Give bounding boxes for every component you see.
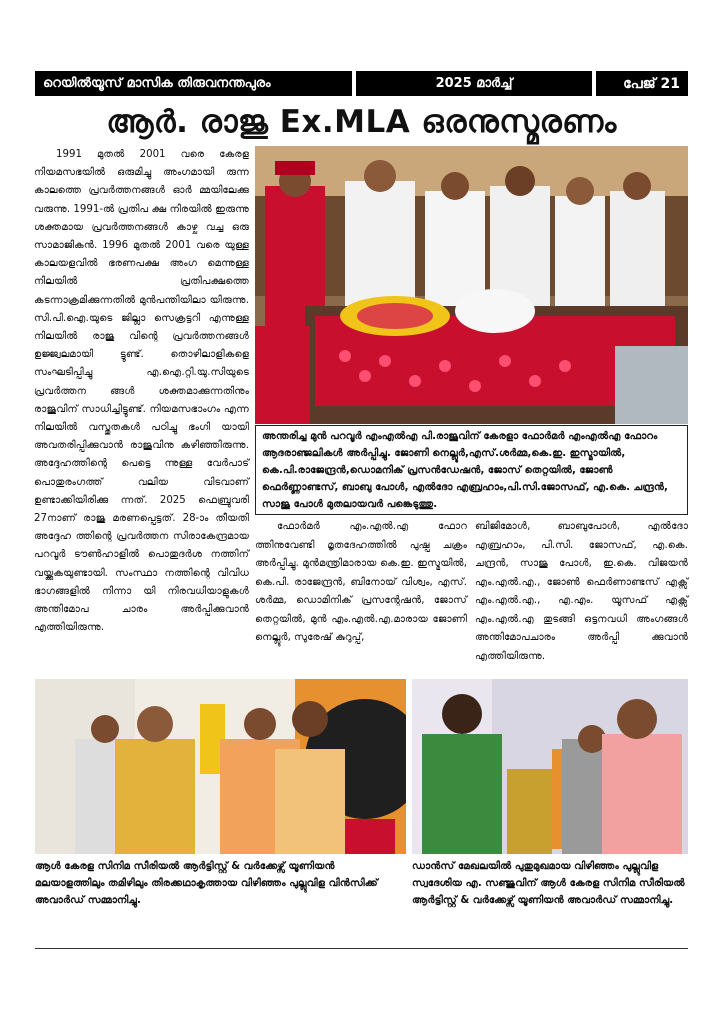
award-left-illustration [35,679,406,854]
header-page [596,71,688,96]
main-photo-caption-box [255,425,688,515]
issue-date: 2025 മാർച്ച് [435,76,513,91]
award-right-caption: ഡാൻസ് മേഖലയിൽ പുതുമുഖമായ വിഴിഞ്ഞം പുല്ലുവിള സ്വദേശിയ എ. സഞ്ജുവിന് ആൾ കേരള സിനിമ സീരിയൽ ആർട്ടിസ്റ്റ് & വർക്കേഴ്സ് യൂണിയൻ അവാർഡ് സമ്മാനിച്ചു. [412,861,685,906]
article-title: ആർ. രാജു Ex.MLA ഒരനുസ്മരണം [106,104,617,140]
article-column-1: 1991 മുതൽ 2001 വരെ കേരള നിയമസഭയിൽ ഒരുമിച്ചു അംഗമായി രുന്ന കാലത്തെ പ്രവർത്തനങ്ങൾ ഓർ മ്മയിലേക്കു വരുന്നു. 1991-ൽ പ്രതിപ ക്ഷ നിരയിൽ ഇരുന്നു ശക്തമായ പ്രവർത്തനങ്ങൾ കാഴ്ച വച്ച ഒരു സാമാജികൻ. 1996 മുതൽ 2001 വരെ യുള്ള കാലയളവിൽ ഭരണപക്ഷ അംഗ മെന്നുള്ള നിലയിൽ പ്രതിപക്ഷത്തെ കടന്നാക്രമിക്കുന്നതിൽ മുൻപന്തിയിലാ യിരുന്നു. സി.പി.ഐ.യുടെ ജില്ലാ സെക്രട്ടറി എന്നുള്ള നിലയിൽ രാജു വിന്റെ പ്രവർത്തനങ്ങൾ ഉജ്ജ്വലമായി ട്ടുണ്ട്. തൊഴിലാളികളെ സംഘടിപ്പിച്ചു എ.ഐ.റ്റി.യു.സിയുടെ പ്രവർത്തന ങ്ങൾ ശക്തമാക്കുന്നതിനും രാജുവിന് സാധിച്ചിട്ടുണ്ട്. നിയമസഭാംഗം എന്ന നിലയിൽ വസ്തുതകൾ പഠിച്ചു ഭംഗി യായി അവതരിപ്പിക്കുവാൻ രാജുവിനു കഴിഞ്ഞിരുന്നു. അദ്ദേഹത്തിന്റെ പെട്ടെ ന്നുള്ള വേർപാട് പൊതുരംഗത്ത് വലിയ വിടവാണ് ഉണ്ടാക്കിയിരിക്കു ന്നത്. 2025 ഫെബ്രുവരി 27നാണ് രാജു മരണപ്പെട്ടത്. 28-ാം തീയതി അദ്ദേഹ ത്തിന്റെ പ്രവർത്തന സിരാകേന്ദ്രമായ പറവൂർ ടൗൺഹാളിൽ പൊതുദർശ നത്തിന് വയ്ക്കുകയുണ്ടായി. സംസ്ഥാ നത്തിന്റെ വിവിധ ഭാഗങ്ങളിൽ നിന്നാ യി നിരവധിയാളുകൾ അന്തിമോപ ചാരം അർപ്പിക്കുവാൻ എത്തിയിരുന്നു. [34,149,249,634]
tribute-photo-illustration [255,146,688,424]
main-photo [255,146,688,424]
award-left-caption: ആൾ കേരള സിനിമ സീരിയൽ ആർട്ടിസ്റ്റ് & വർക്കേഴ്സ് യൂണിയൻ മലയാളത്തിലും തമിഴിലും തിരക്കഥാകൃത്തായ വിഴിഞ്ഞം പുല്ലുവിള വിൻസിക്ക് അവാർഡ് സമ്മാനിച്ചു. [35,861,378,906]
publication-name: റെയിൽയൂസ് മാസിക തിരുവനന്തപുരം [43,76,271,91]
header-date [356,71,592,96]
footer-divider [35,948,688,949]
header-publication [35,71,352,96]
article-column-2: ഫോർമർ എം.എൽ.എ ഫോറ ത്തിനുവേണ്ടി മൃതദേഹത്തിൽ പുഷ്പ ചക്രം അർപ്പിച്ചു. മുൻമന്ത്രിമാരായ കെ.ഇ. ഇസ്മയിൽ, കെ.പി. രാജേന്ദ്രൻ, ബിനോയ് വിശ്വം, എസ്. ശർമ്മ, ഡൊമിനിക് പ്രസന്റേഷൻ, ജോസ് തെറ്റയിൽ, മുൻ എം.എൽ.എ.മാരായ ജോണി നെല്ലൂർ, സുരേഷ് കുറുപ്പ്, [255,521,467,643]
award-right-illustration [412,679,688,854]
main-photo-caption: അന്തരിച്ച മുൻ പറവൂർ എംഎൽഎ പി.രാജുവിന് കേരളാ ഫോർമർ എംഎൽഎ ഫോറം ആദരാഞ്ജലികൾ അർപ്പിച്ചു. ജോണി നെല്ലൂർ,എസ്.ശർമ്മ,കെ.ഇ. ഇസ്മായിൽ, കെ.പി.രാജേന്ദ്രൻ,ഡൊമനിക് പ്രസൻഡേഷൻ, ജോസ് തെറ്റയിൽ, ജോൺ ഫെർണ്ണാണ്ടസ്, ബാബു പോൾ, എൽദോ എബ്രഹാം,പി.സി.ജോസഫ്, എ.കെ. ചന്ദ്രൻ, സാജു പോൾ മുതലായവർ പങ്കെടുത്തു. [262,431,668,510]
article-column-3: ബിജിമോൾ, ബാബുപോൾ, എൽദോ എബ്രഹാം, പി.സി. ജോസഫ്, എ.കെ. ചന്ദ്രൻ, സാജു പോൾ, ഇ.കെ. വിജയൻ എം.എൽ.എ., ജോൺ ഫെർണാണ്ടസ് എക്സ് എം.എൽ.എ., എ.എം. യൂസഫ് എക്സ് എം.എൽ.എ തുടങ്ങി ഒട്ടനവധി അംഗങ്ങൾ അന്തിമോപചാരം അർപ്പി ക്കുവാൻ എത്തിയിരുന്നു. [475,521,688,662]
page-number: പേജ് 21 [623,75,680,92]
award-photo-left [35,679,406,854]
award-photo-right [412,679,688,854]
